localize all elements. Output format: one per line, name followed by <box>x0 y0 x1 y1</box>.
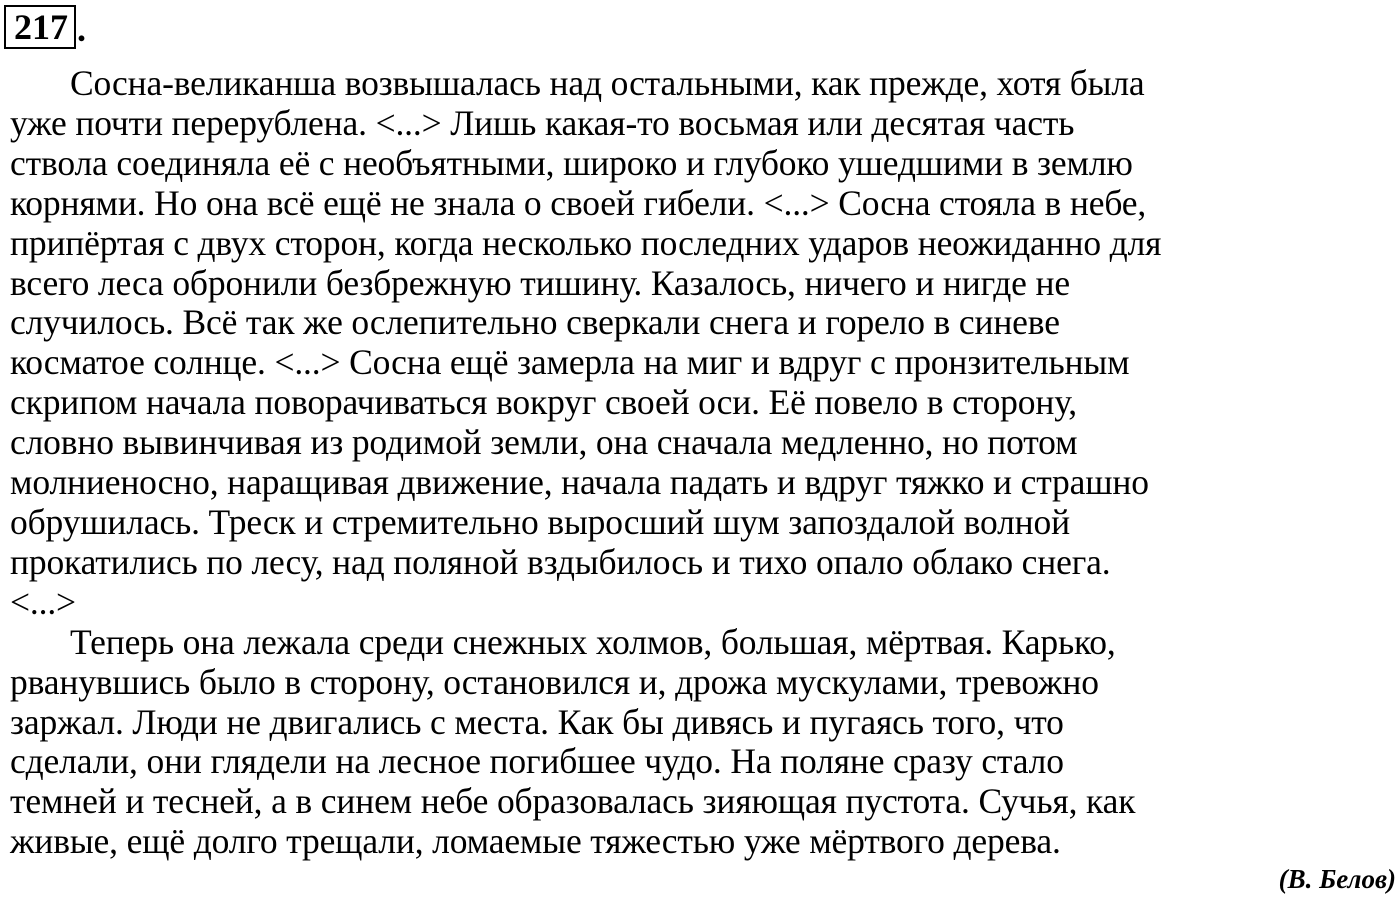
text-line: косматое солнце. <...> Сосна ещё замерла на миг и вдруг с пронзительным <box>10 342 1130 383</box>
text-line: уже почти перерублена. <...> Лишь какая-то восьмая или десятая часть <box>10 102 1075 143</box>
text-line: словно вывинчивая из родимой земли, она сначала медленно, но потом <box>10 422 1078 463</box>
text-line: прокатились по лесу, над поляной вздыбилось и тихо опало облако снега. <box>10 541 1111 582</box>
text-line: <...> <box>10 581 76 622</box>
text-line: корнями. Но она всё ещё не знала о своей гибели. <...> Сосна стояла в небе, <box>10 182 1147 223</box>
paragraph-2 <box>10 623 1400 862</box>
author-attribution: (В. Белов) <box>1278 864 1396 894</box>
text-body <box>10 64 1400 862</box>
exercise-number-dot: . <box>77 9 86 49</box>
text-line: темней и тесней, а в синем небе образовалась зияющая пустота. Сучья, как <box>10 781 1136 822</box>
text-line: заржал. Люди не двигались с места. Как бы дивясь и пугаясь того, что <box>10 701 1064 742</box>
text-line: припёртая с двух сторон, когда несколько последних ударов неожиданно для <box>10 222 1162 263</box>
text-line: молниеносно, наращивая движение, начала падать и вдруг тяжко и страшно <box>10 462 1149 503</box>
paragraph-1 <box>10 64 1400 623</box>
text-line: сделали, они глядели на лесное погибшее чудо. На поляне сразу стало <box>10 741 1064 782</box>
text-line: обрушилась. Треск и стремительно выросший шум запоздалой волной <box>10 501 1070 542</box>
text-line: живые, ещё долго трещали, ломаемые тяжестью уже мёртвого дерева. <box>10 821 1061 862</box>
exercise-number: 217 <box>4 5 76 49</box>
text-line: всего леса обронили безбрежную тишину. Казалось, ничего и нигде не <box>10 262 1070 303</box>
text-line: скрипом начала поворачиваться вокруг своей оси. Её повело в сторону, <box>10 382 1078 423</box>
text-line: ствола соединяла её с необъятными, широко и глубоко ушедшими в землю <box>10 142 1133 183</box>
exercise-header <box>4 5 86 49</box>
text-line: Сосна-великанша возвышалась над остальными, как прежде, хотя была <box>70 63 1145 103</box>
text-line: рванувшись было в сторону, остановился и, дрожа мускулами, тревожно <box>10 661 1099 702</box>
text-line: случилось. Всё так же ослепительно сверкали снега и горело в синеве <box>10 302 1060 343</box>
text-line: Теперь она лежала среди снежных холмов, большая, мёртвая. Карько, <box>70 621 1116 662</box>
